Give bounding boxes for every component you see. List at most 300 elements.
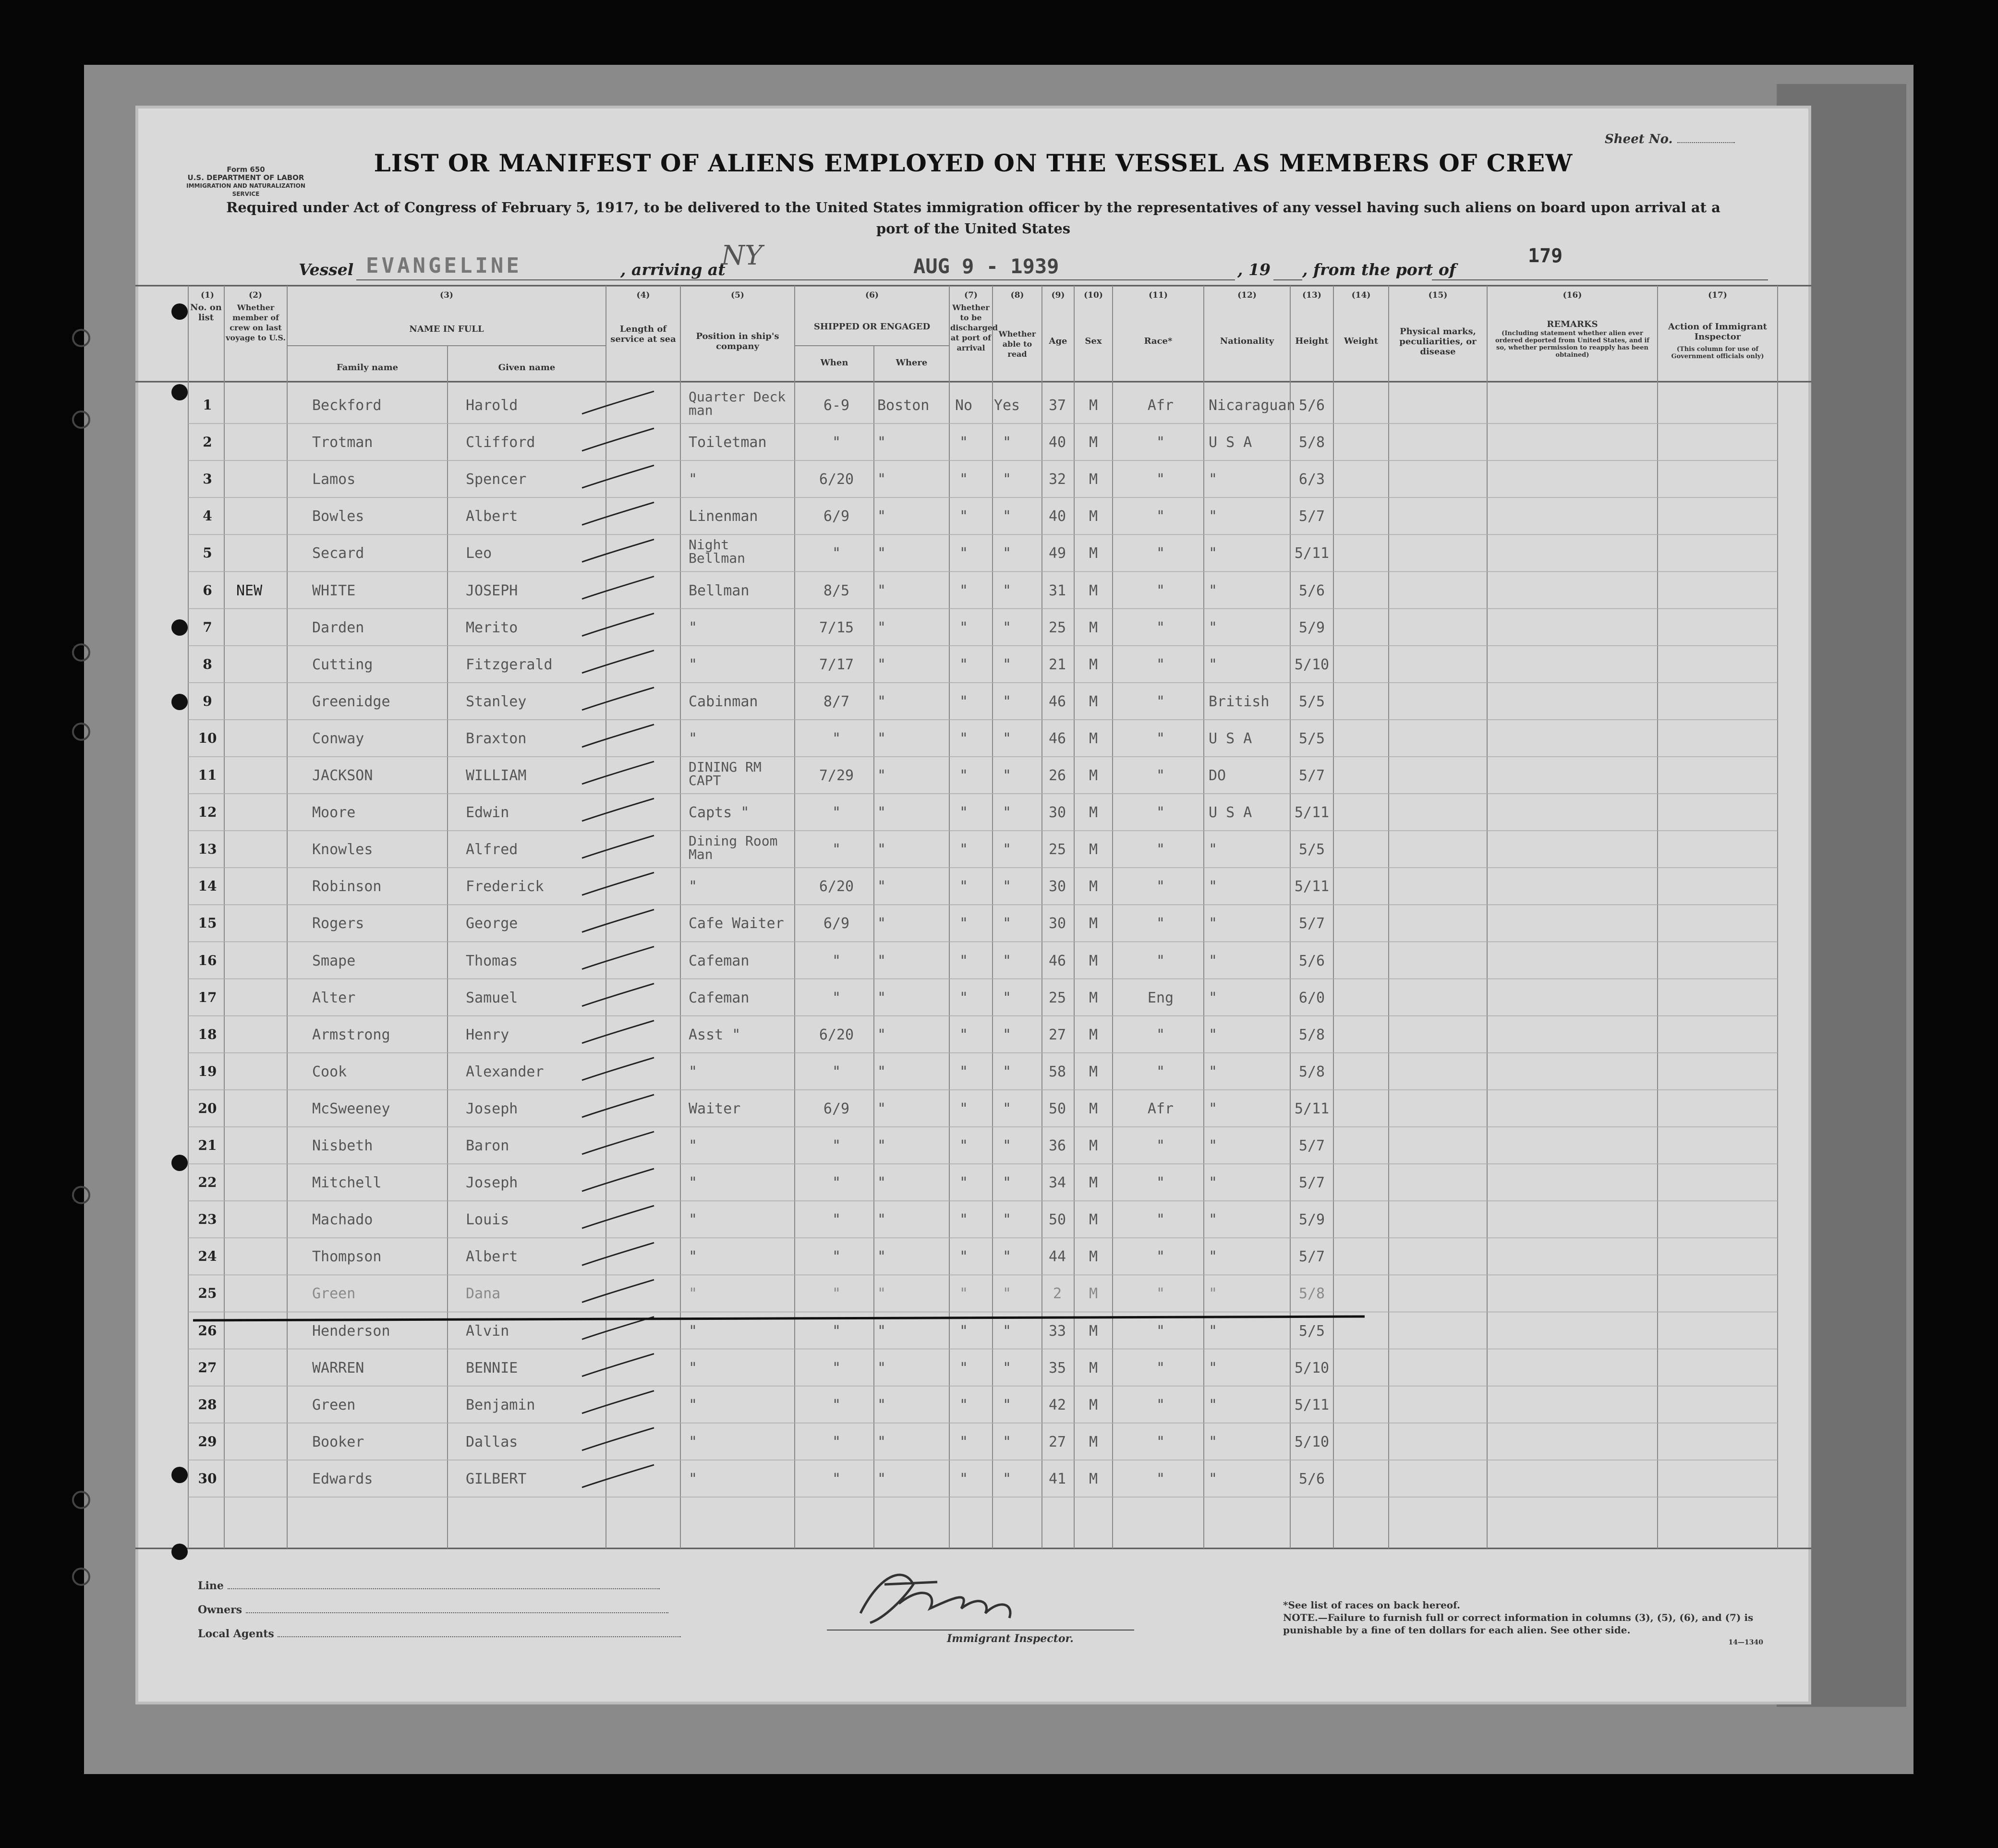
cell-sex: M [1089, 841, 1098, 858]
cell-read: " [1002, 1137, 1012, 1154]
cell-where: " [877, 1063, 886, 1080]
cell-sex: M [1089, 1359, 1098, 1377]
cell-where: " [877, 1470, 886, 1487]
cell-read: " [1002, 730, 1012, 747]
page-title: LIST OR MANIFEST OF ALIENS EMPLOYED ON THE VESSEL AS MEMBERS OF CREW [374, 149, 1573, 177]
cell-given: Albert [466, 1248, 518, 1266]
cell-race: " [1156, 878, 1165, 895]
cell-nationality: U S A [1209, 434, 1252, 451]
year-label: , 19 [1237, 260, 1271, 279]
cell-sex: M [1089, 471, 1098, 488]
cell-nationality: " [1209, 656, 1218, 673]
cell-when: 6/20 [819, 1026, 854, 1043]
col-head-position: Position in ship's company [696, 331, 779, 351]
col-head-given-name: Given name [498, 362, 556, 373]
col-num-11: (11) [1149, 290, 1168, 300]
cell-prev: NEW [236, 582, 263, 599]
cell-height: 5/8 [1298, 1285, 1325, 1303]
table-row [135, 1423, 1811, 1460]
cell-given: Louis [466, 1211, 509, 1229]
table-row [135, 1238, 1811, 1275]
cell-height: 6/0 [1298, 989, 1325, 1006]
table-row [135, 1275, 1811, 1312]
cell-race: Afr [1147, 1100, 1174, 1117]
cell-where: " [877, 471, 886, 488]
cell-race: " [1156, 545, 1165, 562]
col-num-3: (3) [440, 290, 453, 300]
cell-read: " [1002, 1100, 1012, 1117]
cell-where: " [877, 1322, 886, 1340]
from-label: , from the port of [1302, 260, 1456, 279]
cell-age: 25 [1048, 841, 1066, 858]
cell-discharge: " [959, 1211, 969, 1229]
cell-discharge: " [959, 730, 969, 747]
col-num-1: (1) [201, 290, 214, 300]
cell-race: " [1156, 841, 1165, 858]
cell-when: " [832, 434, 841, 451]
cell-discharge: " [959, 1322, 969, 1340]
table-row [135, 683, 1811, 720]
cell-race: " [1156, 693, 1165, 710]
cell-given: Samuel [466, 989, 518, 1006]
cell-read: " [1002, 545, 1012, 562]
cell-no: 9 [203, 693, 212, 709]
cell-race: " [1156, 1359, 1165, 1377]
binder-hole [171, 1467, 188, 1483]
cell-discharge: No [955, 397, 973, 414]
cell-where: " [877, 804, 886, 821]
col-num-12: (12) [1237, 290, 1257, 300]
cell-discharge: " [959, 582, 969, 599]
cell-read: " [1002, 1396, 1012, 1413]
table-row [135, 942, 1811, 979]
cell-no: 6 [203, 582, 212, 598]
cell-when: " [832, 545, 841, 562]
cell-sex: M [1089, 1396, 1098, 1413]
cell-sex: M [1089, 1174, 1098, 1192]
cell-where: " [877, 730, 886, 747]
cell-height: 5/8 [1298, 1063, 1325, 1080]
col-num-6: (6) [865, 290, 879, 300]
cell-discharge: " [959, 841, 969, 858]
cell-family: Knowles [312, 841, 373, 858]
cell-discharge: " [959, 1359, 969, 1377]
cell-position: Waiter [689, 1100, 741, 1117]
cell-race: " [1156, 1248, 1165, 1266]
cell-position: " [689, 1211, 698, 1229]
cell-age: 40 [1048, 508, 1066, 525]
cell-read: " [1002, 582, 1012, 599]
cell-position: " [689, 619, 698, 636]
cell-given: Frederick [466, 878, 544, 895]
cell-given: Joseph [466, 1100, 518, 1117]
cell-read: " [1002, 1470, 1012, 1487]
agents-label-text: Local Agents [198, 1628, 274, 1640]
binder-ring-hole [72, 329, 90, 347]
cell-age: 21 [1048, 656, 1066, 673]
cell-family: Trotman [312, 434, 373, 451]
cell-age: 25 [1048, 619, 1066, 636]
cell-race: " [1156, 1433, 1165, 1450]
cell-position: " [689, 1433, 698, 1450]
cell-nationality: " [1209, 1100, 1218, 1117]
cell-age: 50 [1048, 1211, 1066, 1229]
table-row [135, 1386, 1811, 1423]
cell-height: 5/5 [1298, 841, 1325, 858]
cell-height: 5/6 [1298, 952, 1325, 969]
footer-notes [1283, 1599, 1763, 1649]
cell-sex: M [1089, 1433, 1098, 1450]
cell-sex: M [1089, 1026, 1098, 1043]
cell-discharge: " [959, 1248, 969, 1266]
cell-no: 22 [198, 1174, 217, 1191]
cell-no: 3 [203, 471, 212, 487]
cell-sex: M [1089, 582, 1098, 599]
cell-sex: M [1089, 397, 1098, 414]
col-num-4: (4) [636, 290, 650, 300]
cell-nationality: " [1209, 1285, 1218, 1303]
cell-position: " [689, 730, 698, 747]
cell-family: Beckford [312, 397, 382, 414]
from-underline [1432, 279, 1768, 280]
binder-ring-hole [72, 643, 90, 662]
cell-sex: M [1089, 1285, 1098, 1303]
cell-when: " [832, 1174, 841, 1192]
cell-nationality: " [1209, 841, 1218, 858]
department-name: U.S. DEPARTMENT OF LABOR [187, 173, 304, 182]
cell-family: Machado [312, 1211, 373, 1229]
cell-age: 27 [1048, 1026, 1066, 1043]
cell-family: Green [312, 1396, 356, 1413]
cell-given: Edwin [466, 804, 509, 821]
cell-age: 44 [1048, 1248, 1066, 1266]
cell-given: Leo [466, 545, 492, 562]
cell-height: 5/7 [1298, 1248, 1325, 1266]
cell-nationality: " [1209, 508, 1218, 525]
cell-no: 20 [198, 1100, 217, 1116]
cell-when: 6/9 [823, 915, 850, 932]
cell-read: " [1002, 1063, 1012, 1080]
cell-given: Braxton [466, 730, 527, 747]
cell-when: 8/5 [823, 582, 850, 599]
cell-race: " [1156, 1322, 1165, 1340]
cell-height: 5/5 [1298, 730, 1325, 747]
cell-sex: M [1089, 619, 1098, 636]
cell-discharge: " [959, 915, 969, 932]
cell-age: 58 [1048, 1063, 1066, 1080]
cell-discharge: " [959, 1100, 969, 1117]
cell-given: Stanley [466, 693, 527, 710]
cell-no: 27 [198, 1359, 217, 1376]
cell-age: 37 [1048, 397, 1066, 414]
cell-discharge: " [959, 952, 969, 969]
cell-family: Cutting [312, 656, 373, 673]
table-row [135, 646, 1811, 683]
vessel-name: EVANGELINE [366, 254, 522, 278]
sheet-number-blank [1677, 142, 1735, 143]
cell-nationality: DO [1209, 767, 1226, 784]
cell-height: 5/11 [1294, 1100, 1330, 1117]
table-row [135, 572, 1811, 609]
cell-when: " [832, 730, 841, 747]
cell-given: WILLIAM [466, 767, 527, 784]
cell-read: " [1002, 1322, 1012, 1340]
cell-when: " [832, 1433, 841, 1450]
col-head-length-service: Length of service at sea [610, 324, 676, 344]
table-row [135, 1090, 1811, 1127]
cell-height: 5/11 [1294, 804, 1330, 821]
cell-nationality: " [1209, 582, 1218, 599]
cell-where: " [877, 434, 886, 451]
cell-age: 49 [1048, 545, 1066, 562]
cell-nationality: " [1209, 619, 1218, 636]
cell-nationality: Nicaraguan [1209, 397, 1296, 414]
col-head-remarks-note: (Including statement whether alien ever ordered deported from United States, and if so, whether permission to reapply has been obtained) [1495, 330, 1649, 359]
cell-where: " [877, 1433, 886, 1450]
cell-race: Afr [1147, 397, 1174, 414]
cell-nationality: " [1209, 1026, 1218, 1043]
cell-family: Lamos [312, 471, 356, 488]
cell-height: 5/9 [1298, 1211, 1325, 1229]
cell-no: 21 [198, 1137, 217, 1153]
cell-family: Edwards [312, 1470, 373, 1487]
cell-when: 6/20 [819, 471, 854, 488]
cell-family: Thompson [312, 1248, 382, 1266]
cell-when: 7/17 [819, 656, 854, 673]
cell-discharge: " [959, 693, 969, 710]
cell-when: " [832, 989, 841, 1006]
table-row [135, 794, 1811, 831]
cell-given: Henry [466, 1026, 509, 1043]
cell-where: " [877, 545, 886, 562]
cell-read: " [1002, 619, 1012, 636]
cell-height: 5/8 [1298, 1026, 1325, 1043]
service-name: IMMIGRATION AND NATURALIZATION SERVICE [186, 182, 305, 197]
cell-family: JACKSON [312, 767, 373, 784]
cell-position: Linenman [689, 508, 758, 525]
cell-when: " [832, 1248, 841, 1266]
cell-age: 35 [1048, 1359, 1066, 1377]
binder-hole [171, 694, 188, 710]
cell-age: 30 [1048, 915, 1066, 932]
table-row [135, 609, 1811, 646]
cell-nationality: " [1209, 915, 1218, 932]
cell-family: Nisbeth [312, 1137, 373, 1154]
cell-race: " [1156, 1026, 1165, 1043]
table-row [135, 979, 1811, 1016]
cell-discharge: " [959, 1063, 969, 1080]
col-head-shipped: SHIPPED OR ENGAGED [813, 322, 931, 332]
table-row [135, 1053, 1811, 1090]
cell-nationality: " [1209, 1063, 1218, 1080]
cell-where: " [877, 1211, 886, 1229]
cell-nationality: " [1209, 471, 1218, 488]
cell-no: 8 [203, 656, 212, 672]
cell-where: " [877, 582, 886, 599]
cell-height: 5/11 [1294, 1396, 1330, 1413]
cell-discharge: " [959, 989, 969, 1006]
cell-nationality: " [1209, 545, 1218, 562]
vessel-line [135, 240, 1811, 288]
cell-read: " [1002, 989, 1012, 1006]
cell-race: " [1156, 952, 1165, 969]
inspector-signature [827, 1556, 1134, 1642]
owners-blank [246, 1612, 668, 1613]
cell-family: Henderson [312, 1322, 390, 1340]
cell-where: " [877, 989, 886, 1006]
cell-when: " [832, 1470, 841, 1487]
cell-race: " [1156, 582, 1165, 599]
col-head-nationality: Nationality [1220, 336, 1274, 346]
cell-where: " [877, 915, 886, 932]
cell-discharge: " [959, 434, 969, 451]
manifest-page [135, 106, 1811, 1704]
col-num-5: (5) [731, 290, 744, 300]
cell-height: 5/7 [1298, 915, 1325, 932]
cell-sex: M [1089, 508, 1098, 525]
cell-sex: M [1089, 915, 1098, 932]
cell-height: 5/7 [1298, 1137, 1325, 1154]
cell-when: 7/29 [819, 767, 854, 784]
cell-when: " [832, 1396, 841, 1413]
cell-family: Cook [312, 1063, 347, 1080]
cell-no: 10 [198, 730, 217, 746]
cell-position: " [689, 1470, 698, 1487]
cell-race: " [1156, 1137, 1165, 1154]
cell-family: Greenidge [312, 693, 390, 710]
col-head-remarks: REMARKS [1547, 319, 1598, 329]
cell-race: " [1156, 508, 1165, 525]
cell-no: 7 [203, 619, 212, 635]
cell-race: " [1156, 471, 1165, 488]
table-row [135, 831, 1811, 868]
cell-sex: M [1089, 878, 1098, 895]
cell-when: " [832, 841, 841, 858]
binder-hole [171, 384, 188, 400]
cell-height: 5/5 [1298, 693, 1325, 710]
cell-sex: M [1089, 730, 1098, 747]
cell-position: Capts " [689, 804, 750, 821]
cell-when: " [832, 1359, 841, 1377]
cell-sex: M [1089, 1248, 1098, 1266]
cell-no: 18 [198, 1026, 217, 1042]
cell-age: 40 [1048, 434, 1066, 451]
cell-race: " [1156, 1396, 1165, 1413]
cell-nationality: " [1209, 1470, 1218, 1487]
cell-family: Bowles [312, 508, 364, 525]
cell-height: 5/5 [1298, 1322, 1325, 1340]
cell-given: Harold [466, 397, 518, 414]
cell-height: 5/7 [1298, 1174, 1325, 1192]
cell-position: Cafeman [689, 952, 750, 969]
cell-no: 11 [198, 767, 217, 783]
cell-when: " [832, 1285, 841, 1303]
cell-given: JOSEPH [466, 582, 518, 599]
cell-race: " [1156, 804, 1165, 821]
form-number: Form 650 [227, 165, 265, 174]
cell-sex: M [1089, 1137, 1098, 1154]
col-head-race: Race* [1144, 336, 1173, 346]
cell-read: " [1002, 693, 1012, 710]
cell-read: " [1002, 471, 1012, 488]
cell-nationality: U S A [1209, 730, 1252, 747]
cell-discharge: " [959, 1174, 969, 1192]
cell-where: " [877, 619, 886, 636]
cell-discharge: " [959, 767, 969, 784]
cell-race: " [1156, 1211, 1165, 1229]
cell-where: " [877, 693, 886, 710]
cell-nationality: British [1209, 693, 1270, 710]
cell-given: Benjamin [466, 1396, 535, 1413]
cell-race: Eng [1147, 989, 1174, 1006]
table-row [135, 868, 1811, 905]
cell-given: George [466, 915, 518, 932]
sheet-number-label [1605, 132, 1735, 146]
col-num-15: (15) [1428, 290, 1448, 300]
cell-sex: M [1089, 1100, 1098, 1117]
cell-read: " [1002, 804, 1012, 821]
cell-age: 33 [1048, 1322, 1066, 1340]
race-note: *See list of races on back hereof. [1283, 1599, 1461, 1611]
table-row [135, 1164, 1811, 1201]
cell-position: Quarter Deck man [689, 389, 786, 418]
cell-height: 5/11 [1294, 545, 1330, 562]
cell-family: WARREN [312, 1359, 364, 1377]
col-head-read: Whether able to read [998, 329, 1036, 359]
cell-race: " [1156, 656, 1165, 673]
table-row [135, 1460, 1811, 1497]
cell-given: Baron [466, 1137, 509, 1154]
cell-nationality: " [1209, 952, 1218, 969]
cell-race: " [1156, 730, 1165, 747]
cell-age: 30 [1048, 878, 1066, 895]
cell-read: " [1002, 1211, 1012, 1229]
page-number: 179 [1528, 245, 1563, 267]
cell-position: Cafeman [689, 989, 750, 1006]
cell-where: Boston [877, 397, 930, 414]
cell-age: 46 [1048, 693, 1066, 710]
cell-race: " [1156, 915, 1165, 932]
cell-race: " [1156, 619, 1165, 636]
cell-no: 14 [198, 878, 217, 894]
arriving-port: NY [721, 240, 763, 271]
cell-age: 41 [1048, 1470, 1066, 1487]
cell-no: 5 [203, 545, 212, 561]
arriving-label: , arriving at [620, 260, 726, 279]
col-num-13: (13) [1302, 290, 1321, 300]
cell-where: " [877, 952, 886, 969]
col-num-16: (16) [1562, 290, 1582, 300]
cell-age: 31 [1048, 582, 1066, 599]
cell-race: " [1156, 1063, 1165, 1080]
cell-position: Dining Room Man [689, 833, 778, 863]
cell-sex: M [1089, 804, 1098, 821]
cell-sex: M [1089, 1211, 1098, 1229]
cell-when: 6/9 [823, 508, 850, 525]
cell-family: Robinson [312, 878, 382, 895]
cell-sex: M [1089, 693, 1098, 710]
cell-family: Green [312, 1285, 356, 1303]
cell-read: " [1002, 508, 1012, 525]
cell-nationality: " [1209, 1322, 1218, 1340]
cell-sex: M [1089, 767, 1098, 784]
cell-no: 29 [198, 1433, 217, 1449]
cell-height: 5/8 [1298, 434, 1325, 451]
cell-no: 16 [198, 952, 217, 968]
cell-position: " [689, 1174, 698, 1192]
col-head-no: No. on list [190, 302, 222, 323]
cell-discharge: " [959, 878, 969, 895]
